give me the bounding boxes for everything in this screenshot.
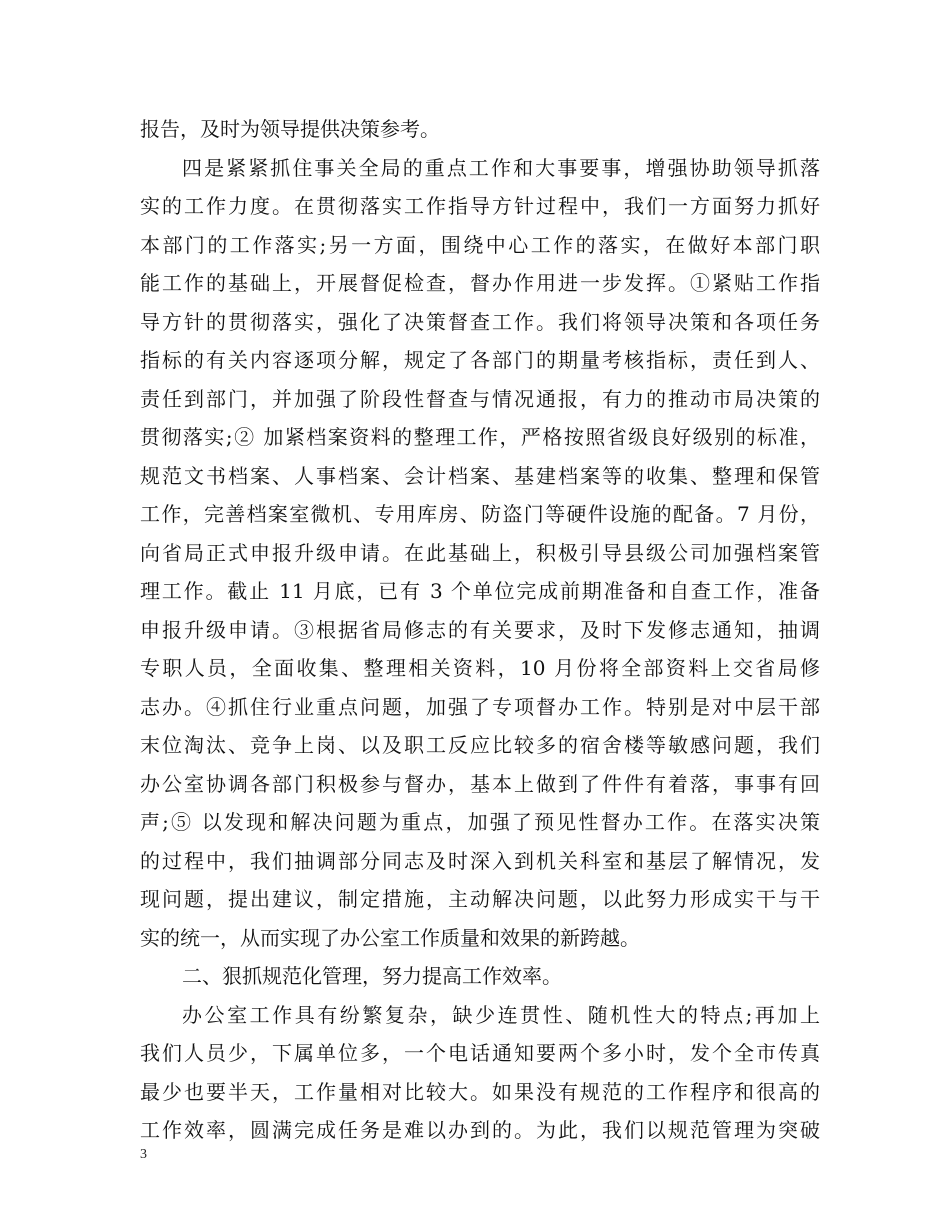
body-line-12: 向省局正式申报升级申请。在此基础上，积极引导县级公司加强档案管 <box>140 540 820 565</box>
body-line-10: 规范文书档案、人事档案、会计档案、基建档案等的收集、整理和保管 <box>140 463 820 488</box>
body-line-9: 贯彻落实;② 加紧档案资料的整理工作，严格按照省级良好级别的标准， <box>140 425 820 449</box>
body-line-15: 专职人员，全面收集、整理相关资料，10 月份将全部资料上交省局修 <box>140 656 820 680</box>
body-line-6: 导方针的贯彻落实，强化了决策督查工作。我们将领导决策和各项任务 <box>140 309 820 334</box>
body-line-17: 末位淘汰、竞争上岗、以及职工反应比较多的宿舍楼等敏感问题，我们 <box>140 733 820 757</box>
body-line-24: 办公室工作具有纷繁复杂，缺少连贯性、随机性大的特点;再加上 <box>182 1002 820 1027</box>
body-line-7: 指标的有关内容逐项分解，规定了各部门的期量考核指标，责任到人、 <box>140 348 820 372</box>
body-line-16: 志办。④抓住行业重点问题，加强了专项督办工作。特别是对中层干部 <box>140 694 820 719</box>
document-body <box>140 110 820 1150</box>
section-heading: 二、狠抓规范化管理，努力提高工作效率。 <box>182 964 562 988</box>
body-line-27: 工作效率，圆满完成任务是难以办到的。为此，我们以规范管理为突破 <box>140 1118 820 1142</box>
body-line-13: 理工作。截止 11 月底，已有 3 个单位完成前期准备和自查工作，准备 <box>140 579 820 603</box>
body-line-22: 实的统一，从而实现了办公室工作质量和效果的新跨越。 <box>140 925 640 950</box>
body-line-25: 我们人员少，下属单位多，一个电话通知要两个多小时，发个全市传真 <box>140 1041 820 1065</box>
page-number: 3 <box>140 1147 147 1162</box>
body-line-19: 声;⑤ 以发现和解决问题为重点，加强了预见性督办工作。在落实决策 <box>140 810 820 834</box>
body-line-11: 工作，完善档案室微机、专用库房、防盗门等硬件设施的配备。7 月份， <box>140 502 820 526</box>
body-line-3: 实的工作力度。在贯彻落实工作指导方针过程中，我们一方面努力抓好 <box>140 194 820 218</box>
body-line-4: 本部门的工作落实;另一方面，围绕中心工作的落实，在做好本部门职 <box>140 232 820 257</box>
body-line-26: 最少也要半天，工作量相对比较大。如果没有规范的工作程序和很高的 <box>140 1079 820 1104</box>
body-line-14: 申报升级申请。③根据省局修志的有关要求，及时下发修志通知，抽调 <box>140 617 820 642</box>
body-line-2: 四是紧紧抓住事关全局的重点工作和大事要事，增强协助领导抓落 <box>182 155 820 180</box>
body-line-8: 责任到部门，并加强了阶段性督查与情况通报，有力的推动市局决策的 <box>140 386 820 411</box>
body-line-1: 报告，及时为领导提供决策参考。 <box>140 117 440 141</box>
body-line-21: 现问题，提出建议，制定措施，主动解决问题，以此努力形成实干与干 <box>140 887 820 911</box>
body-line-20: 的过程中，我们抽调部分同志及时深入到机关科室和基层了解情况，发 <box>140 848 820 873</box>
body-line-18: 办公室协调各部门积极参与督办，基本上做到了件件有着落，事事有回 <box>140 771 820 796</box>
body-line-5: 能工作的基础上，开展督促检查，督办作用进一步发挥。①紧贴工作指 <box>140 271 820 295</box>
